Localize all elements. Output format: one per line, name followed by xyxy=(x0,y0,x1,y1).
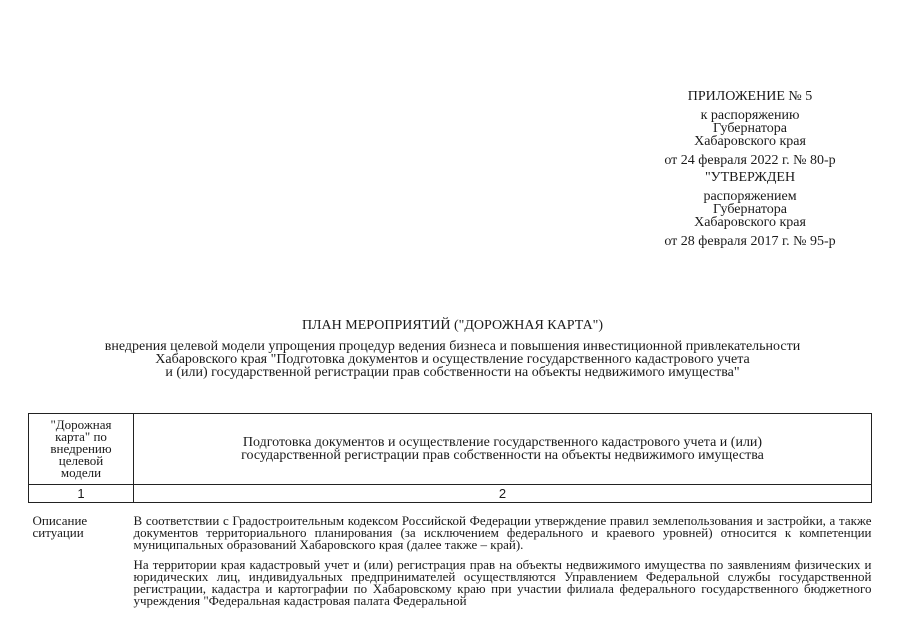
appendix-line: Губернатора xyxy=(712,121,788,136)
plan-subtitle xyxy=(60,340,845,379)
column-number: 2 xyxy=(134,485,872,503)
row-label-line: Описание xyxy=(32,513,88,528)
description-paragraph: В соответствии с Градостроительным кодексом Российской Федерации утверждение правил землепользования и застройки, а также документов территориального планирования (за исключением федерального и краевого уровней) относится к компетенции муниципальных образований Хабаровского края (далее также – край). xyxy=(133,513,872,552)
appendix-line: Хабаровского края xyxy=(694,134,806,149)
plan-title: ПЛАН МЕРОПРИЯТИЙ ("ДОРОЖНАЯ КАРТА") xyxy=(301,318,604,333)
approved-line: Губернатора xyxy=(712,202,788,217)
header-cell-model xyxy=(134,414,872,485)
roadmap-table xyxy=(28,413,872,615)
table-header-row xyxy=(29,414,872,485)
header-cell-roadmap xyxy=(29,414,134,485)
approved-date: от 28 февраля 2017 г. № 95-р xyxy=(664,234,836,249)
header-text-line: карта" по xyxy=(55,429,107,444)
header-text-line: целевой xyxy=(58,453,104,468)
plan-subtitle-line: и (или) государственной регистрации прав собственности на объекты недвижимого имущества" xyxy=(165,365,740,380)
row-description xyxy=(134,503,872,616)
appendix-title: ПРИЛОЖЕНИЕ № 5 xyxy=(687,89,813,104)
approved-line: распоряжением xyxy=(703,189,797,204)
header-text-line: модели xyxy=(60,465,102,480)
header-text-line: внедрению xyxy=(50,441,112,456)
plan-subtitle-line: внедрения целевой модели упрощения процедур ведения бизнеса и повышения инвестиционной привлекательности xyxy=(104,339,801,354)
row-label xyxy=(29,503,134,616)
header-text-line: Подготовка документов и осуществление государственного кадастрового учета и (или) xyxy=(242,435,763,450)
approved-label: "УТВЕРЖДЕН xyxy=(704,170,796,185)
header-text-line: "Дорожная xyxy=(50,417,112,432)
approved-line: Хабаровского края xyxy=(694,215,806,230)
description-paragraph: На территории края кадастровый учет и (или) регистрация прав на объекты недвижимого имущества по заявлениям физических и юридических лиц, индивидуальных предпринимателей осуществляются Управлением Федеральной службы государственной регистрации, кадастра и картографии по Хабаровскому краю при участии филиала федерального государственного бюджетного учреждения "Федеральная кадастровая палата Федеральной xyxy=(133,557,872,608)
plan-subtitle-line: Хабаровского края "Подготовка документов и осуществление государственного кадастрового учета xyxy=(155,352,750,367)
row-label-line: ситуации xyxy=(32,525,84,540)
appendix-line: к распоряжению xyxy=(700,108,800,123)
column-number: 1 xyxy=(29,485,134,503)
table-row xyxy=(29,503,872,616)
appendix-date: от 24 февраля 2022 г. № 80-р xyxy=(664,153,836,168)
header-text-line: государственной регистрации прав собственности на объекты недвижимого имущества xyxy=(241,448,764,463)
table-number-row xyxy=(29,485,872,503)
appendix-block xyxy=(640,90,860,252)
